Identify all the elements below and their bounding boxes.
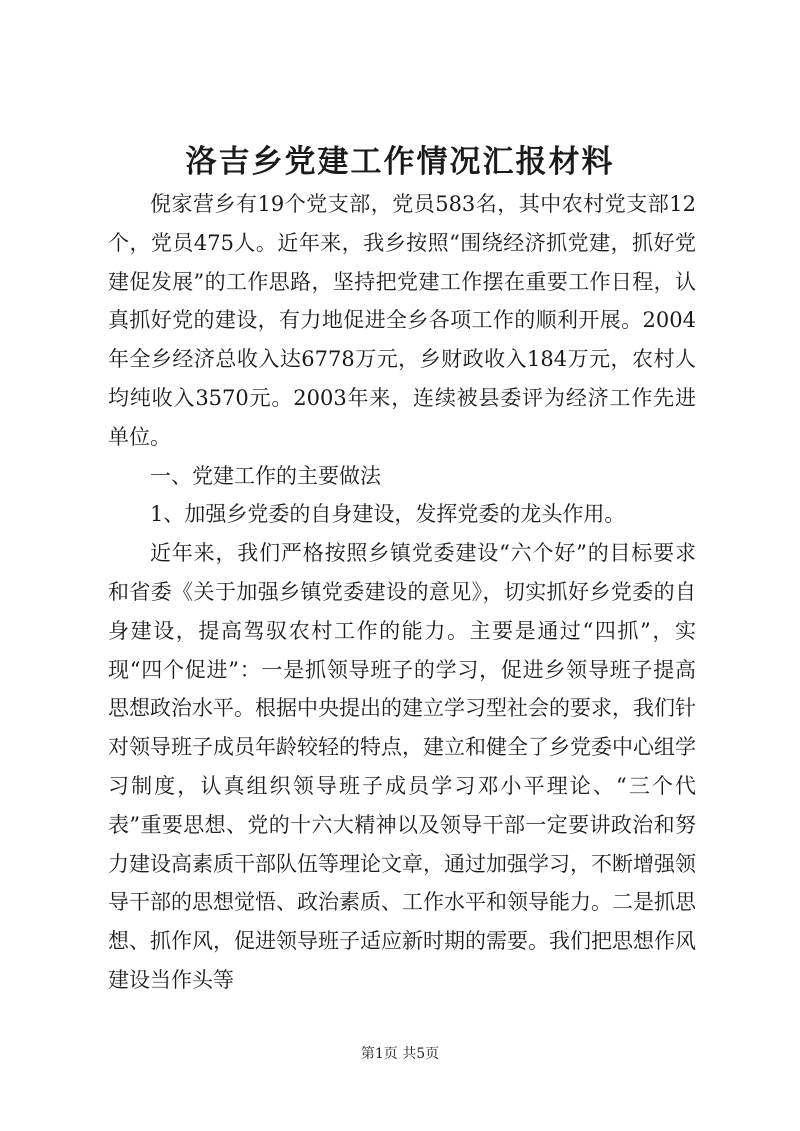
document-title: 洛吉乡党建工作情况汇报材料 [185,144,615,180]
section-heading: 一、党建工作的主要做法 [150,463,381,488]
intro-paragraph: 倪家营乡有19个党支部，党员583名，其中农村党支部12个，党员475人。近年来，我乡按照“围绕经济抓党建，抓好党建促发展”的工作思路，坚持把党建工作摆在重要工作日程，认真抓好党的建设，有力地促进全乡各项工作的顺利开展。2004年全乡经济总收入达6778万元，乡财政收入184万元，农村人均纯收入3570元。2003年来，连续被县委评为经济工作先进单位。 [108,192,696,449]
body-paragraph: 近年来，我们严格按照乡镇党委建设“六个好”的目标要求和省委《关于加强乡镇党委建设的意见》，切实抓好乡党委的自身建设，提高驾驭农村工作的能力。主要是通过“四抓”，实现“四个促进”：一是抓领导班子的学习，促进乡领导班子提高思想政治水平。根据中央提出的建立学习型社会的要求，我们针对领导班子成员年龄较轻的特点，建立和健全了乡党委中心组学习制度，认真组织领导班子成员学习邓小平理论、“三个代表”重要思想、党的十六大精神以及领导干部一定要讲政治和努力建设高素质干部队伍等理论文章，通过加强学习，不断增强领导干部的思想觉悟、政治素质、工作水平和领导能力。二是抓思想、抓作风，促进领导班子适应新时期的需要。我们把思想作风建设当作头等 [108,541,696,992]
subsection-heading: 1、加强乡党委的自身建设，发挥党委的龙头作用。 [150,502,626,527]
page-footer: 第1页 共5页 [360,1046,440,1062]
document-body [108,185,696,1000]
